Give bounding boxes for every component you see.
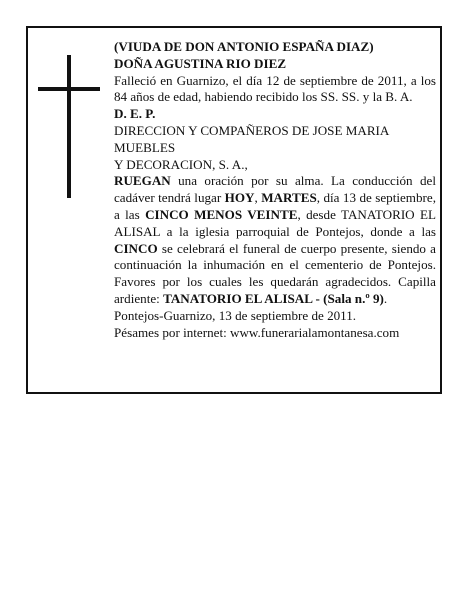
death-statement: Falleció en Guarnizo, el día 12 de septiembre de 2011, a los 84 años de edad, habiendo recibido los SS. SS. y la B. A. [114,72,436,105]
deceased-name-text: DOÑA AGUSTINA RIO DIEZ [114,55,287,71]
cross-horizontal-bar [38,87,100,91]
deceased-name [114,56,436,73]
cinco-text: CINCO [114,240,158,256]
widow-line [114,39,436,56]
body-text-2: , [254,190,262,206]
body-text-4: , desde TANATORIO EL ALISAL a la iglesia parroquial de Pontejos, donde a las [114,206,436,239]
chapel-text: TANATORIO EL ALISAL - (Sala n.º 9) [163,290,384,306]
notice-text [114,39,436,341]
dep-line [114,106,436,123]
dep-text: D. E. P. [114,106,156,122]
body-text-3: , día 13 de septiembre, a las [114,190,436,222]
obituary-notice [26,26,442,394]
body-text-1: una oración por su alma. La conducción del cadáver tendrá lugar [114,173,436,206]
place-date-line: Pontejos-Guarnizo, 13 de septiembre de 2011. [114,307,357,323]
company-line-1: DIRECCION Y COMPAÑEROS DE JOSE MARIA MUEBLES [114,122,389,155]
company-line-2: Y DECORACION, S. A., [114,156,248,172]
funeral-details [114,173,436,307]
time-text: CINCO MENOS VEINTE [145,206,298,222]
body-text-6: . [383,290,388,306]
ruegan-text: RUEGAN [114,173,171,189]
condolences-web-line: Pésames por internet: www.funerarialamontanesa.com [114,324,400,340]
martes-text: MARTES [261,190,317,206]
hoy-text: HOY [224,190,255,206]
widow-text: (VIUDA DE DON ANTONIO ESPAÑA DIAZ) [114,39,374,54]
body-text-5: se celebrará el funeral de cuerpo presente, siendo a continuación la inhumación en el cementerio de Pontejos. Favores por los cuales les quedarán agradecidos. Capilla ardiente: [114,240,436,306]
cross-vertical-bar [67,55,71,198]
